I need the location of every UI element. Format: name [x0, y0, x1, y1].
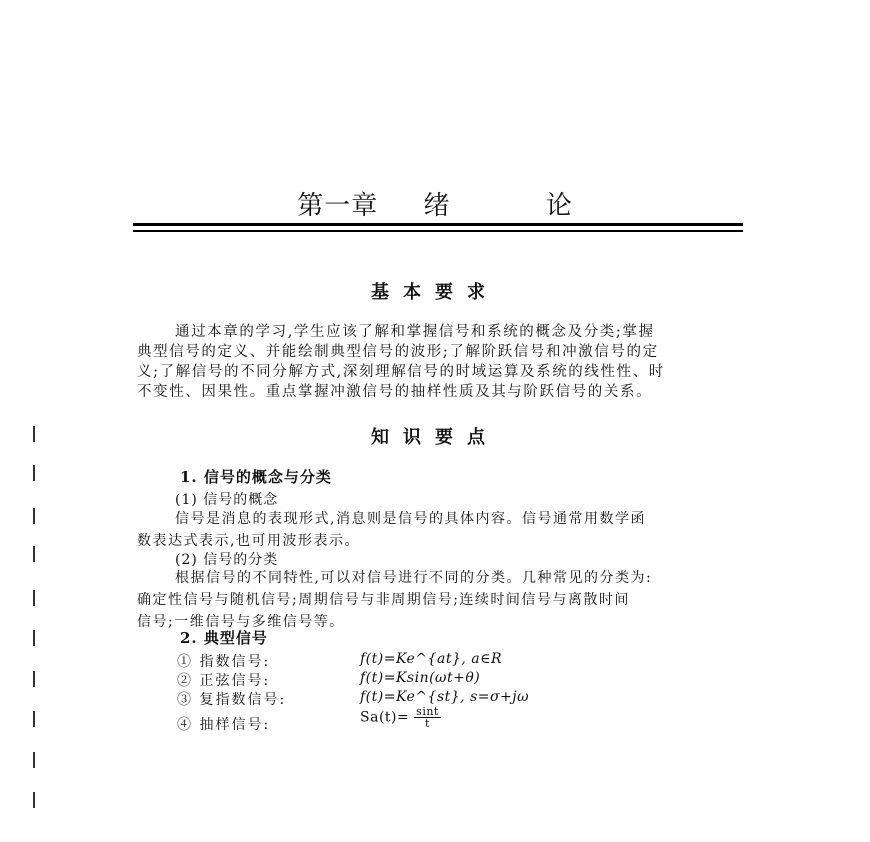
fraction-numerator: sint: [416, 705, 439, 718]
margin-mark: [33, 711, 35, 727]
margin-mark: [33, 590, 35, 606]
signal-sine-label: ② 正弦信号:: [177, 673, 271, 689]
chapter-title-word-2: 论: [545, 191, 573, 221]
item1-title: 1. 信号的概念与分类: [180, 468, 332, 486]
signal-complex-exponential-label: ③ 复指数信号:: [177, 692, 287, 708]
paragraph-line: 确定性信号与随机信号;周期信号与非周期信号;连续时间信号与离散时间: [137, 592, 630, 608]
margin-mark: [33, 792, 35, 808]
sub1-title: (1) 信号的概念: [175, 492, 279, 508]
signal-exponential-formula: f(t)=Ke^{at}, a∈R: [360, 651, 502, 667]
sub2-title: (2) 信号的分类: [175, 552, 279, 568]
fraction-denominator: t: [425, 717, 430, 730]
margin-mark: [33, 630, 35, 646]
paragraph-line: 通过本章的学习,学生应该了解和掌握信号和系统的概念及分类;掌握: [175, 324, 655, 340]
title-rule-thin: [133, 230, 743, 232]
paragraph-line: 不变性、因果性。重点掌握冲激信号的抽样性质及其与阶跃信号的关系。: [137, 384, 653, 400]
margin-mark: [33, 426, 35, 442]
signal-sine-formula: f(t)=Ksin(ωt+θ): [360, 670, 481, 686]
margin-mark: [33, 465, 35, 481]
sub1-paragraph: [137, 508, 646, 552]
paragraph-line: 典型信号的定义、并能绘制典型信号的波形;了解阶跃信号和冲激信号的定: [137, 344, 659, 360]
sampling-fraction: [414, 706, 441, 729]
paragraph-line: 数表达式表示,也可用波形表示。: [137, 533, 360, 549]
margin-mark: [33, 752, 35, 768]
basic-requirements-paragraph: [137, 322, 665, 402]
signal-exponential-label: ① 指数信号:: [177, 654, 271, 670]
title-rule-thick: [133, 223, 743, 226]
margin-mark: [33, 671, 35, 687]
chapter-title: [0, 185, 870, 222]
paragraph-line: 义;了解信号的不同分解方式,深刻理解信号的时域运算及系统的线性性、时: [137, 364, 665, 380]
chapter-title-number: 第一章: [297, 191, 379, 221]
paragraph-line: 信号;一维信号与多维信号等。: [137, 614, 345, 630]
paragraph-line: 信号是消息的表现形式,消息则是信号的具体内容。信号通常用数学函: [175, 511, 646, 527]
margin-mark: [33, 546, 35, 562]
signal-sampling-label: ④ 抽样信号:: [177, 717, 271, 733]
chapter-title-word-1: 绪: [423, 191, 451, 221]
paragraph-line: 根据信号的不同特性,可以对信号进行不同的分类。几种常见的分类为:: [175, 570, 653, 586]
sub2-paragraph: [137, 567, 652, 633]
item2-title: 2. 典型信号: [180, 629, 268, 647]
heading-basic-requirements: 基本要求: [371, 282, 499, 303]
heading-knowledge-points: 知识要点: [371, 427, 499, 448]
sampling-formula-lhs: Sa(t)=: [360, 709, 410, 726]
signal-sampling-formula: [360, 706, 441, 729]
margin-mark: [33, 508, 35, 524]
signal-complex-exponential-formula: f(t)=Ke^{st}, s=σ+jω: [360, 689, 530, 705]
